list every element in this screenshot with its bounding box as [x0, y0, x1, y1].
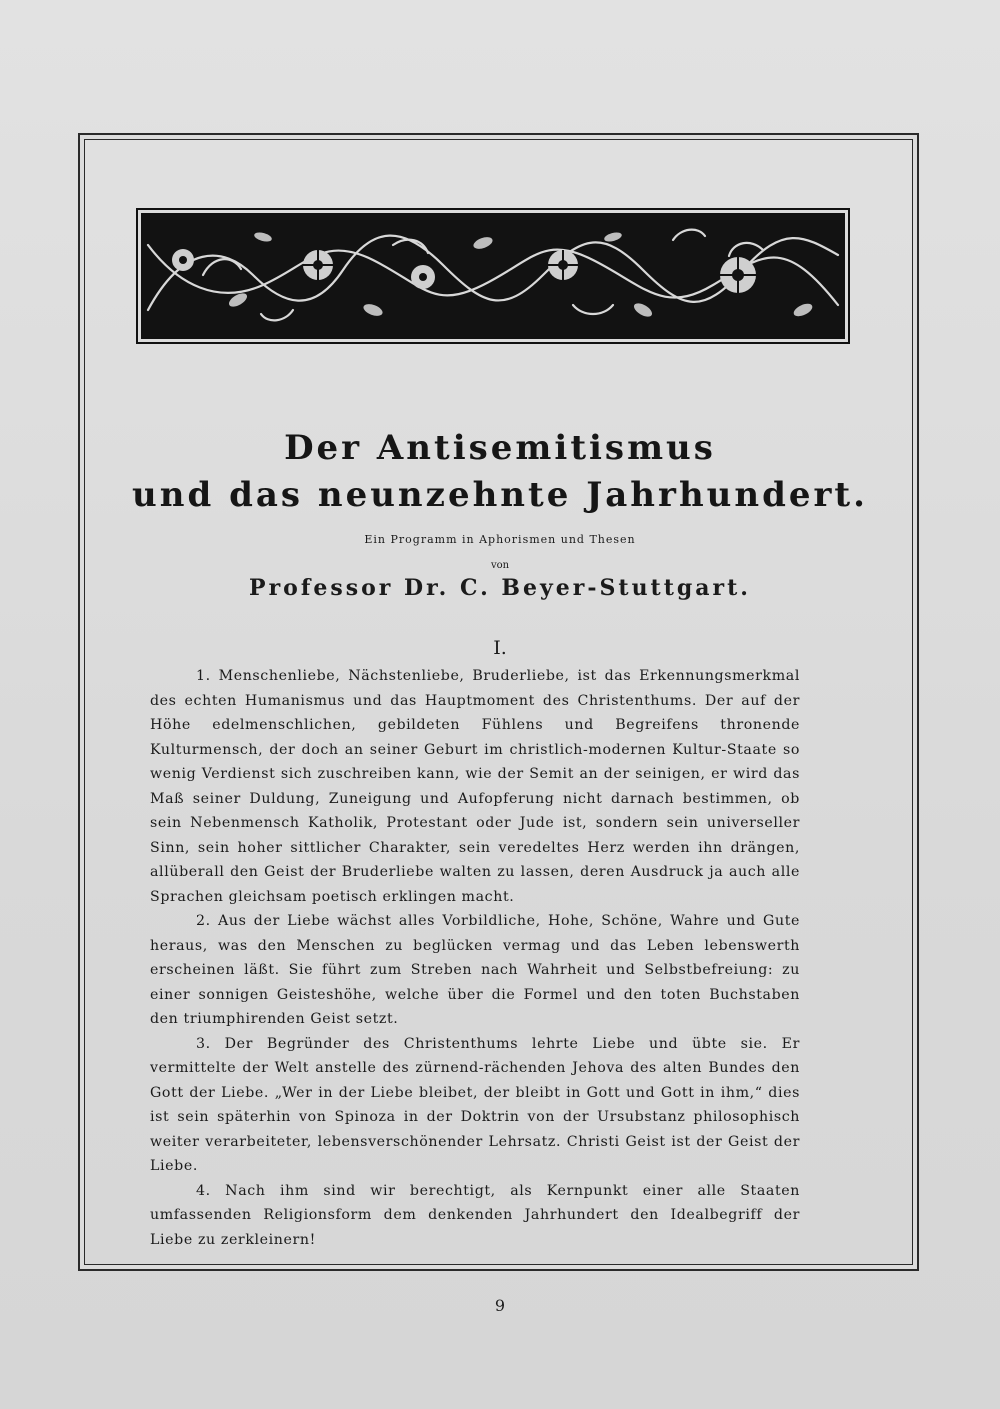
- author-name: Professor Dr. C. Beyer-Stuttgart.: [249, 575, 751, 601]
- section-heading: I.: [493, 637, 507, 659]
- paragraph-4: 4. Nach ihm sind wir berechtigt, als Kernpunkt einer alle Staaten umfassenden Religionsform dem denkenden Jahrhundert den Idealbegriff der Liebe zu zerkleinern!: [150, 1182, 800, 1248]
- title-line-2: und das neunzehnte Jahrhundert.: [132, 475, 868, 515]
- subtitle: Ein Programm in Aphorismen und Thesen: [364, 533, 636, 546]
- body-text: [150, 664, 800, 1252]
- paragraph-3: 3. Der Begründer des Christenthums lehrte Liebe und übte sie. Er vermittelte der Welt anstelle des zürnend-rächenden Jehova des alten Bundes den Gott der Liebe. „Wer in der Liebe bleibet, der bleibt in Gott und Gott in ihm,“ dies ist sein späterhin von Spinoza in der Doktrin von der Ursubstanz philosophisch weiter verarbeiteter, lebensverschönender Lehrsatz. Christi Geist ist der Geist der Liebe.: [150, 1035, 800, 1174]
- page-number: 9: [494, 1296, 506, 1315]
- paragraph-1: 1. Menschenliebe, Nächstenliebe, Bruderliebe, ist das Erkennungsmerkmal des echten Humanismus und das Hauptmoment des Christenthums. Der auf der Höhe edelmenschlichen, gebildeten Fühlens und Begreifens thronende Kulturmensch, der doch an seiner Geburt im christlich-modernen Kultur-Staate so wenig Verdienst sich zuschreiben kann, wie der Semit an der seinigen, er wird das Maß seiner Duldung, Zuneigung und Aufopferung nicht darnach bestimmen, ob sein Nebenmensch Katholik, Protestant oder Jude ist, sondern sein universeller Sinn, sein hoher sittlicher Charakter, sein veredeltes Herz werden ihn drängen, allüberall den Geist der Bruderliebe walten zu lassen, deren Ausdruck ja auch alle Sprachen gleichsam poetisch erklingen macht.: [150, 668, 800, 905]
- title-line-1: Der Antisemitismus: [284, 428, 716, 468]
- paragraph-2: 2. Aus der Liebe wächst alles Vorbildliche, Hohe, Schöne, Wahre und Gute heraus, was den Menschen zu beglücken vermag und das Leben lebenswerth erscheinen läßt. Sie führt zum Streben nach Wahrheit und Selbstbefreiung: zu einer sonnigen Geisteshöhe, welche über die Formel und den toten Buchstaben den triumphirenden Geist setzt.: [150, 913, 800, 1027]
- byline: von: [490, 560, 510, 571]
- floral-ornament-banner: [141, 213, 845, 339]
- floral-ornament-icon: [143, 215, 843, 337]
